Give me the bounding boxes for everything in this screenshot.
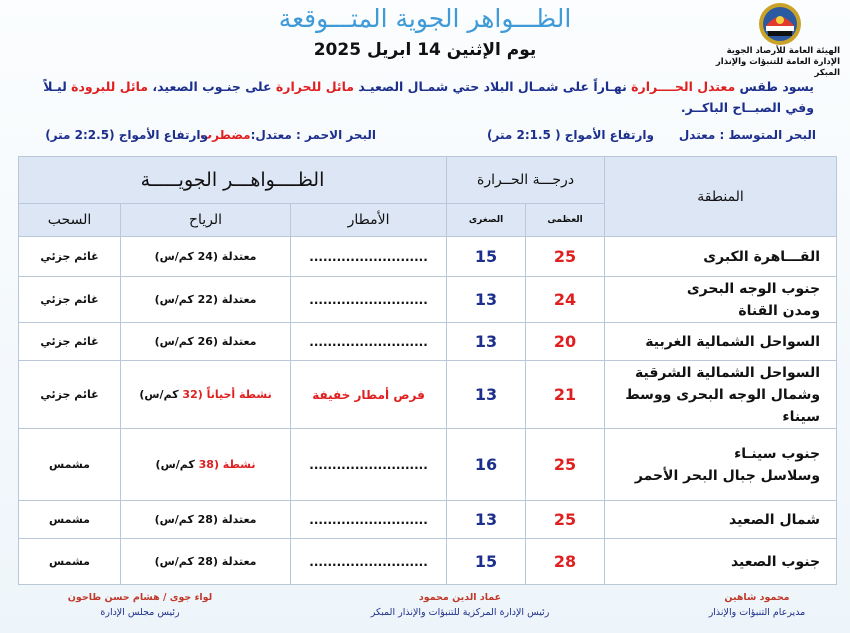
- signature-director: [682, 590, 832, 620]
- signature-name: لواء جوى / هشام حسن طاحون: [67, 592, 213, 603]
- min-temp: 13: [447, 361, 526, 429]
- wind-speed: 32: [182, 388, 198, 401]
- rain-cell: ..........................: [291, 501, 447, 539]
- header-rain: الأمطار: [291, 204, 447, 237]
- red-sea-state: مضطرب: [200, 128, 251, 142]
- min-temp: 13: [447, 323, 526, 361]
- summary-part: على جنـوب الصعيد،: [148, 79, 276, 94]
- header-max: العظمى: [526, 204, 605, 237]
- max-temp: 25: [526, 429, 605, 501]
- region-cell: [605, 237, 837, 277]
- summary-part: نهـاراً على شمـال البلاد حتي شمـال الصعيـد: [354, 79, 632, 94]
- red-sea-label-text: البحر الاحمر : معتدل:: [250, 128, 376, 142]
- wind-cell: معتدلة (28 كم/س): [121, 539, 291, 585]
- region-name: السواحل الشمالية الغربية: [645, 333, 821, 350]
- red-sea-waves: وارتفاع الأمواج (2:2.5 متر): [45, 128, 208, 142]
- max-temp: 25: [526, 501, 605, 539]
- wind-cell: [121, 361, 291, 429]
- rain-cell: فرص أمطار خفيفة: [291, 361, 447, 429]
- region-name: جنوب الصعيد: [730, 553, 821, 570]
- sea-state: [36, 128, 816, 150]
- wind-cell: معتدلة (22 كم/س): [121, 277, 291, 323]
- table-row: [19, 501, 837, 539]
- min-temp: 13: [447, 501, 526, 539]
- rain-cell: ..........................: [291, 539, 447, 585]
- wind-unit: كم/س): [155, 458, 199, 471]
- signature-role: مديرعام التنبؤات والإنذار: [708, 607, 806, 618]
- wind-cell: معتدلة (24 كم/س): [121, 237, 291, 277]
- max-temp: 28: [526, 539, 605, 585]
- min-temp: 13: [447, 277, 526, 323]
- max-temp: 24: [526, 277, 605, 323]
- region-cell: [605, 323, 837, 361]
- header-region: المنطقة: [605, 157, 837, 237]
- table-row: [19, 429, 837, 501]
- agency-line-2: الإدارة العامة للتنبؤات والإنذار المبكر: [715, 57, 840, 78]
- max-temp: 21: [526, 361, 605, 429]
- agency-line-1: الهيئة العامة للأرصاد الجوية: [726, 46, 840, 56]
- signature-role: رئيس الإدارة المركزية للتنبؤات والإنذار المبكر: [370, 607, 550, 618]
- table-row: [19, 539, 837, 585]
- med-sea-label: البحر المتوسط : معتدل: [678, 128, 816, 142]
- rain-cell: ..........................: [291, 277, 447, 323]
- summary-highlight: مائل للحرارة: [275, 79, 354, 94]
- region-cell: [605, 361, 837, 429]
- region-cell: [605, 429, 837, 501]
- signature-role: رئيس مجلس الإدارة: [100, 607, 180, 618]
- page-title: الظـــواهر الجوية المتـــوقعة: [278, 4, 572, 33]
- header-wind: الرياح: [121, 204, 291, 237]
- signature-name: محمود شاهين: [724, 592, 790, 603]
- rain-cell: ..........................: [291, 237, 447, 277]
- cloud-cell: مشمس: [19, 429, 121, 501]
- min-temp: 15: [447, 237, 526, 277]
- region-name-line2: وسلاسل جبال البحر الأحمر: [634, 467, 821, 484]
- max-temp: 25: [526, 237, 605, 277]
- header-clouds: السحب: [19, 204, 121, 237]
- header-min: الصغرى: [447, 204, 526, 237]
- cloud-cell: غائم جزئي: [19, 323, 121, 361]
- region-name-line2: وشمال الوجه البحرى ووسط سيناء: [625, 386, 821, 425]
- table-row: [19, 323, 837, 361]
- summary-highlight: مائل للبرودة: [71, 79, 149, 94]
- wind-cell: معتدلة (26 كم/س): [121, 323, 291, 361]
- rain-cell: ..........................: [291, 429, 447, 501]
- region-cell: [605, 277, 837, 323]
- weather-summary: [24, 76, 814, 118]
- summary-part: يسود طقس: [735, 79, 814, 94]
- signature-central-head: [310, 590, 610, 620]
- region-name: جنوب الوجه البحرى: [686, 280, 821, 297]
- cloud-cell: مشمس: [19, 539, 121, 585]
- wind-cell: معتدلة (28 كم/س): [121, 501, 291, 539]
- rain-cell: ..........................: [291, 323, 447, 361]
- signature-chairman: [40, 590, 240, 620]
- max-temp: 20: [526, 323, 605, 361]
- table-row: [19, 277, 837, 323]
- header-temperature: درجـــة الحــرارة: [447, 157, 605, 204]
- wind-strength: نشطة: [218, 458, 256, 471]
- region-name: شمال الصعيد: [729, 511, 821, 528]
- wind-speed: (38: [198, 458, 219, 471]
- region-name: القـــاهرة الكبرى: [703, 248, 821, 265]
- wind-strength: نشطة أحياناً (: [197, 388, 272, 401]
- region-cell: [605, 539, 837, 585]
- forecast-date: يوم الإثنين 14 ابريل 2025: [313, 40, 537, 60]
- region-name: جنوب سينـاء: [734, 445, 821, 462]
- region-name-line2: ومدن القناة: [738, 302, 821, 319]
- min-temp: 16: [447, 429, 526, 501]
- cloud-cell: غائم جزئي: [19, 361, 121, 429]
- min-temp: 15: [447, 539, 526, 585]
- wind-unit: كم/س): [139, 388, 183, 401]
- header-phenomena: الظــــواهـــر الجويـــــة: [19, 157, 447, 204]
- wind-cell: [121, 429, 291, 501]
- table-row: [19, 361, 837, 429]
- table-row: [19, 237, 837, 277]
- region-cell: [605, 501, 837, 539]
- red-sea-label: [200, 128, 376, 142]
- cloud-cell: مشمس: [19, 501, 121, 539]
- region-name: السواحل الشمالية الشرقية: [635, 364, 821, 381]
- cloud-cell: غائم جزئي: [19, 237, 121, 277]
- med-sea-waves: وارتفاع الأمواج ( 2:1.5 متر): [487, 128, 654, 142]
- forecast-table: [18, 156, 837, 585]
- summary-highlight: معتدل الحــــرارة: [631, 79, 736, 94]
- signature-name: عماد الدين محمود: [418, 592, 502, 603]
- summary-part: ليـلاً وفي الصبــاح الباكــر.: [43, 79, 814, 115]
- cloud-cell: غائم جزئي: [19, 277, 121, 323]
